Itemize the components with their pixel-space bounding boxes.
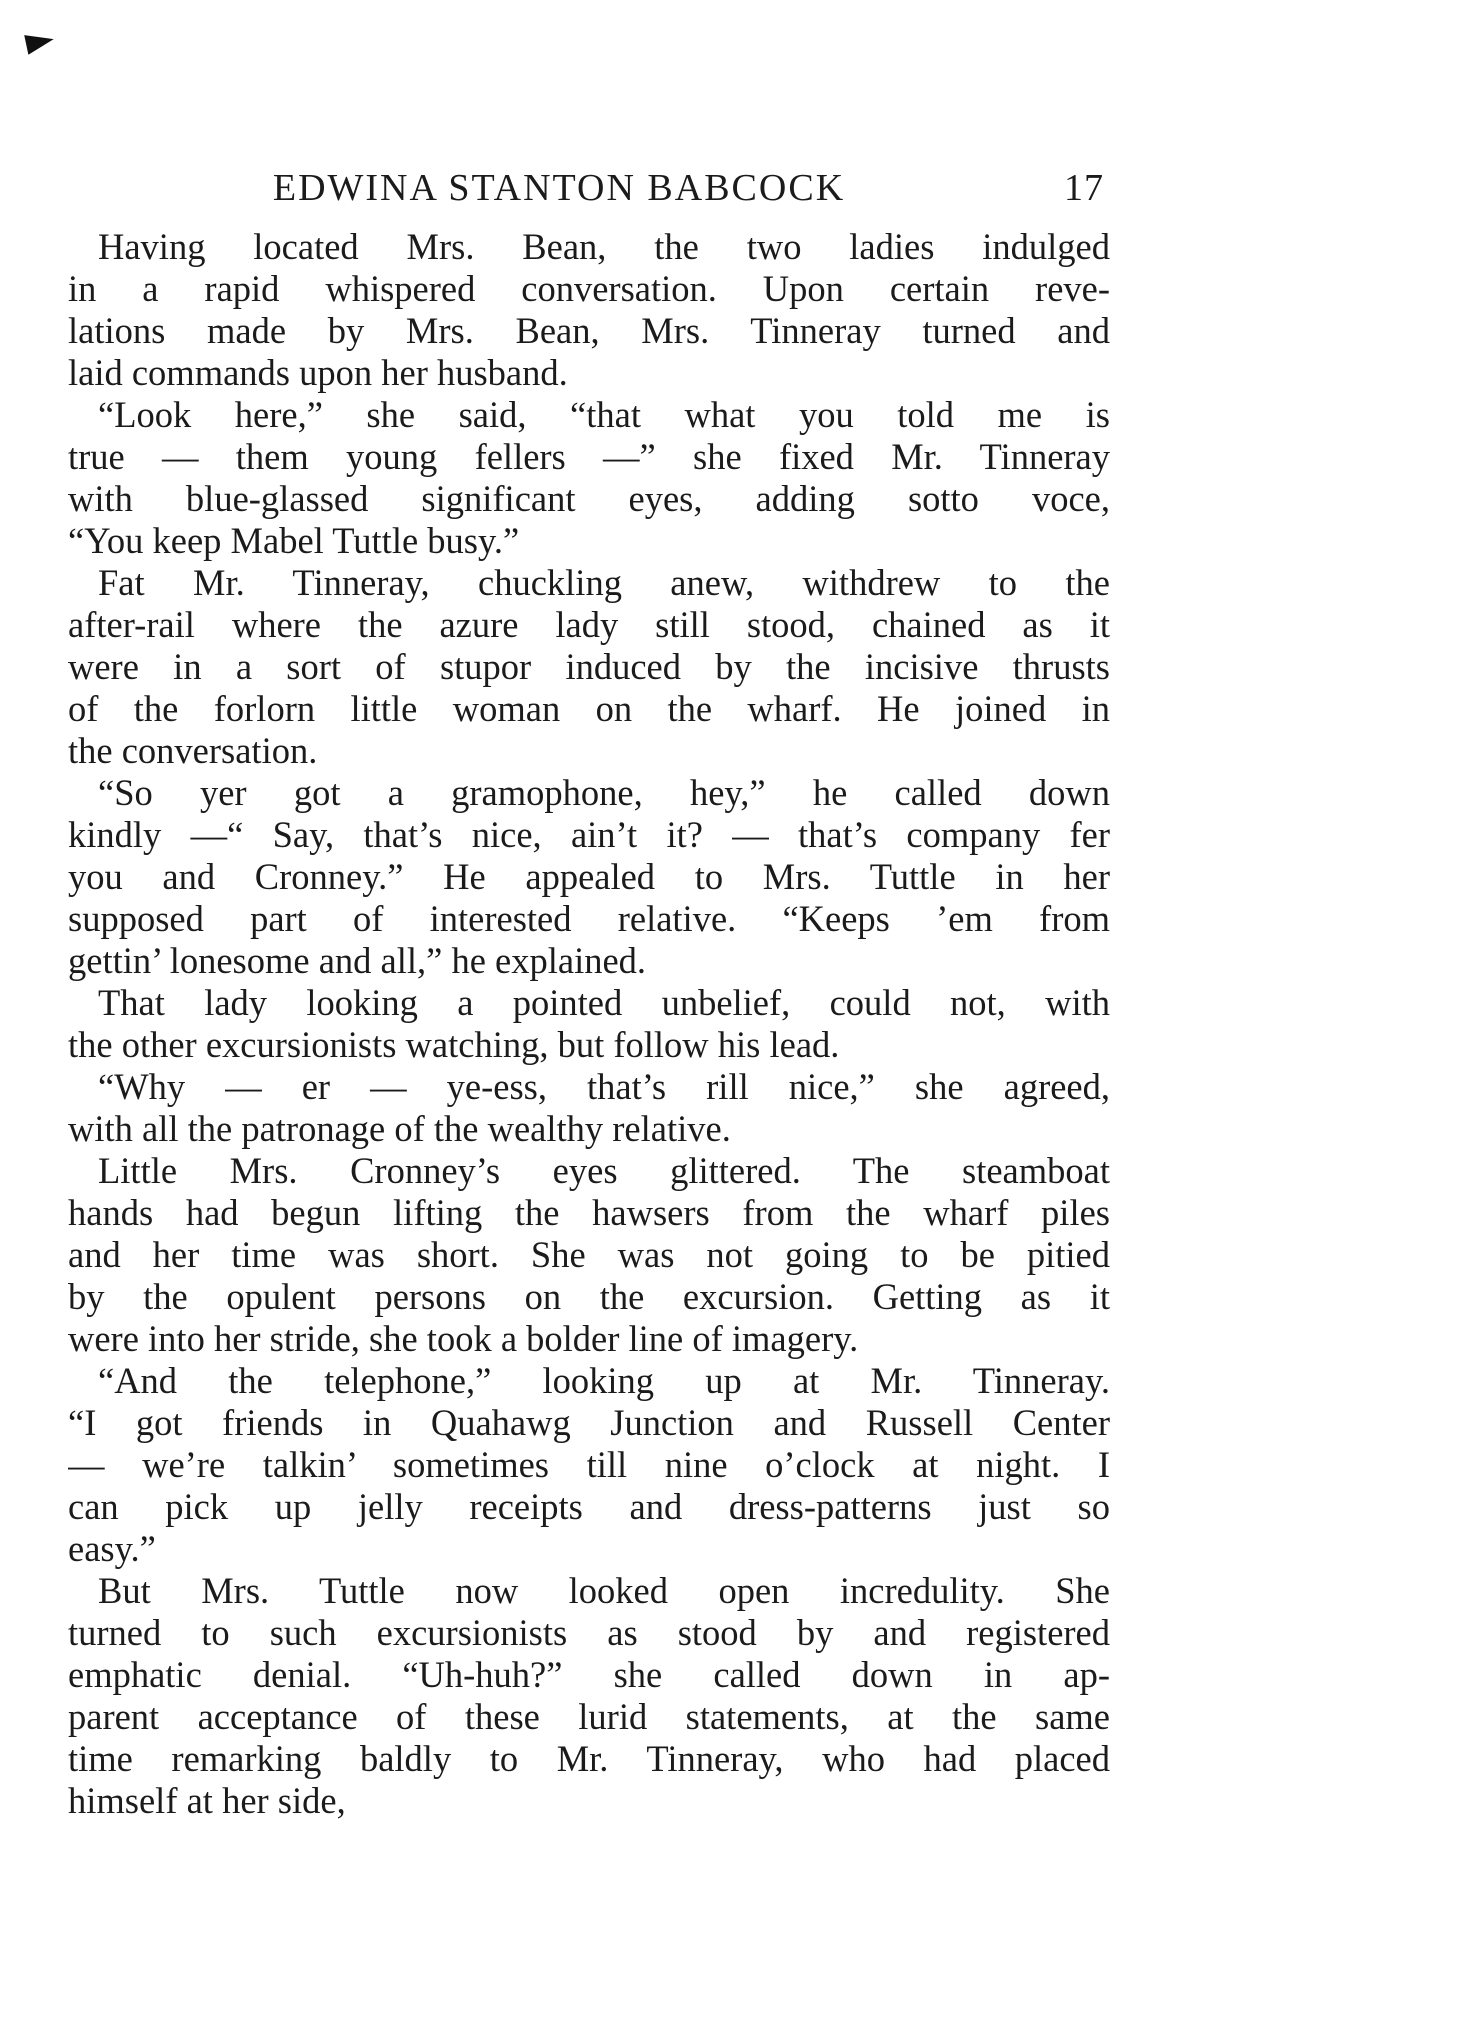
text-line: laid commands upon her husband.: [68, 352, 568, 393]
text-line: “I got friends in Quahawg Junction and Russell Center: [68, 1402, 1110, 1443]
text-line: time remarking baldly to Mr. Tinneray, who had placed: [68, 1738, 1110, 1779]
page-number: 17: [1064, 167, 1104, 209]
paragraph: [68, 1066, 1110, 1150]
corner-print-mark: [24, 29, 56, 54]
text-line: “Why — er — ye-ess, that’s rill nice,” she agreed,: [98, 1066, 1110, 1107]
text-line: can pick up jelly receipts and dress-patterns just so: [68, 1486, 1110, 1527]
book-page: [68, 158, 1110, 1822]
text-line: Fat Mr. Tinneray, chuckling anew, withdrew to the: [98, 562, 1110, 603]
text-line: But Mrs. Tuttle now looked open incredulity. She: [98, 1570, 1110, 1611]
paragraph: [68, 1150, 1110, 1360]
text-line: hands had begun lifting the hawsers from the wharf piles: [68, 1192, 1110, 1233]
text-line: the other excursionists watching, but follow his lead.: [68, 1024, 840, 1065]
text-line: Little Mrs. Cronney’s eyes glittered. The steamboat: [98, 1150, 1110, 1191]
text-line: “And the telephone,” looking up at Mr. Tinneray.: [98, 1360, 1110, 1401]
text-line: true — them young fellers —” she fixed Mr. Tinneray: [68, 436, 1110, 477]
text-line: were into her stride, she took a bolder line of imagery.: [68, 1318, 859, 1359]
text-line: parent acceptance of these lurid statements, at the same: [68, 1696, 1110, 1737]
text-line: supposed part of interested relative. “Keeps ’em from: [68, 898, 1110, 939]
paragraph: [68, 1360, 1110, 1570]
text-line: the conversation.: [68, 730, 318, 771]
text-line: himself at her side,: [68, 1780, 346, 1821]
text-line: with blue-glassed significant eyes, adding sotto voce,: [68, 478, 1110, 519]
text-line: “You keep Mabel Tuttle busy.”: [68, 520, 520, 561]
text-line: emphatic denial. “Uh-huh?” she called down in ap-: [68, 1654, 1110, 1695]
text-line: with all the patronage of the wealthy relative.: [68, 1108, 731, 1149]
running-head: [68, 158, 1110, 218]
running-title: EDWINA STANTON BABCOCK: [272, 167, 846, 209]
text-line: That lady looking a pointed unbelief, could not, with: [98, 982, 1110, 1023]
paragraph: [68, 1570, 1110, 1822]
text-line: you and Cronney.” He appealed to Mrs. Tuttle in her: [68, 856, 1110, 897]
text-line: of the forlorn little woman on the wharf. He joined in: [68, 688, 1110, 729]
paragraph: [68, 772, 1110, 982]
text-line: after-rail where the azure lady still stood, chained as it: [68, 604, 1110, 645]
paragraph: [68, 226, 1110, 394]
text-line: in a rapid whispered conversation. Upon certain reve-: [68, 268, 1110, 309]
paragraph: [68, 562, 1110, 772]
text-line: easy.”: [68, 1528, 156, 1569]
text-line: — we’re talkin’ sometimes till nine o’clock at night. I: [68, 1444, 1110, 1485]
text-line: were in a sort of stupor induced by the incisive thrusts: [68, 646, 1110, 687]
text-line: by the opulent persons on the excursion. Getting as it: [68, 1276, 1110, 1317]
text-line: and her time was short. She was not going to be pitied: [68, 1234, 1110, 1275]
paragraph: [68, 394, 1110, 562]
text-line: “So yer got a gramophone, hey,” he called down: [98, 772, 1110, 813]
text-line: “Look here,” she said, “that what you told me is: [98, 394, 1110, 435]
text-line: Having located Mrs. Bean, the two ladies indulged: [98, 226, 1110, 267]
text-line: kindly —“ Say, that’s nice, ain’t it? — that’s company fer: [68, 814, 1110, 855]
text-line: gettin’ lonesome and all,” he explained.: [68, 940, 647, 981]
paragraph: [68, 982, 1110, 1066]
text-line: lations made by Mrs. Bean, Mrs. Tinneray turned and: [68, 310, 1110, 351]
text-line: turned to such excursionists as stood by and registered: [68, 1612, 1110, 1653]
body-text: [68, 226, 1110, 1822]
